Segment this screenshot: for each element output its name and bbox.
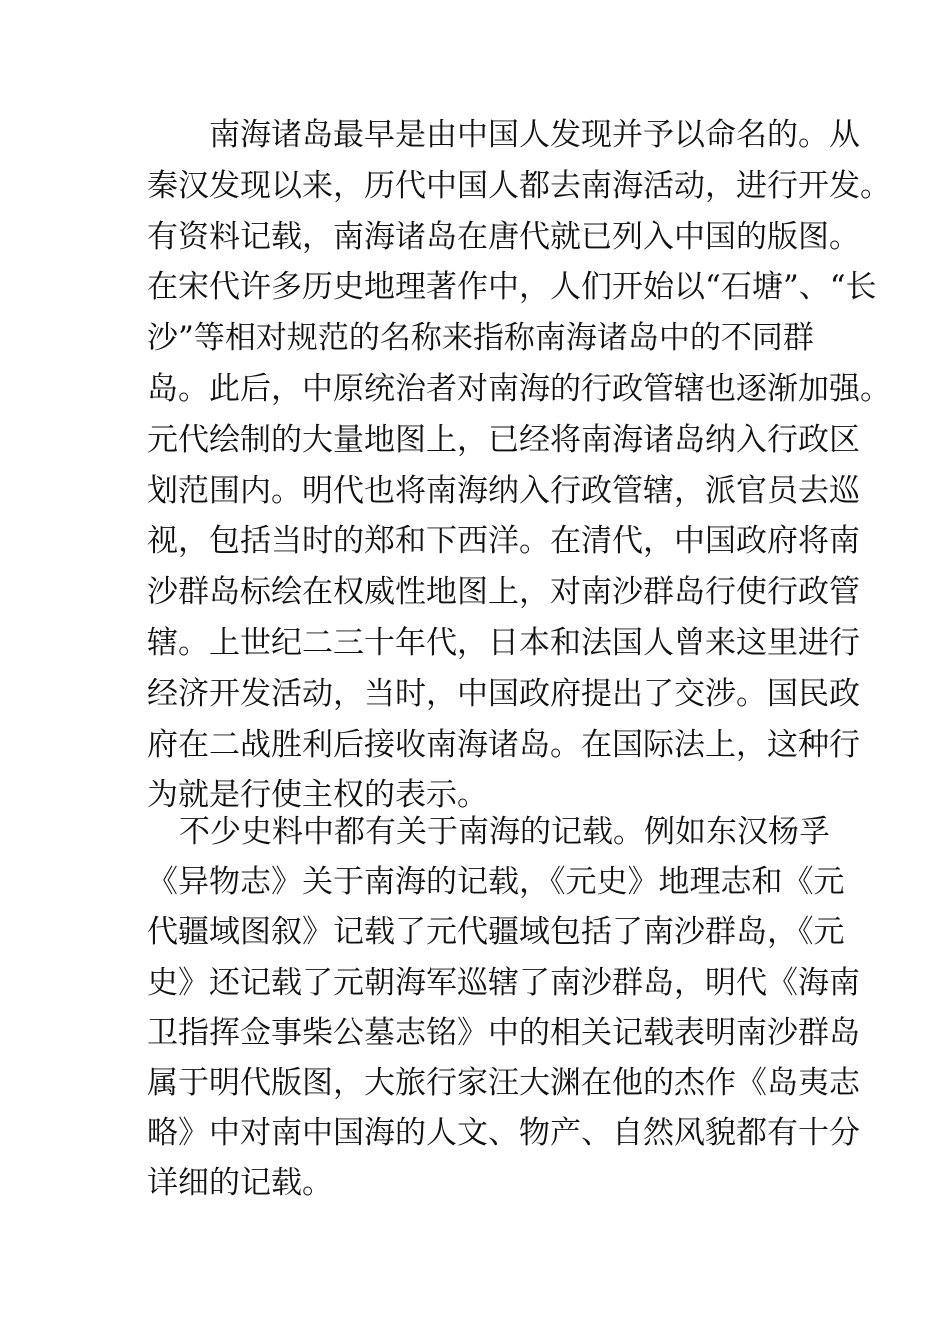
text-line: 岛。此后，中原统治者对南海的行政管辖也逐渐加强。 (147, 370, 891, 407)
text-line: 秦汉发现以来，历代中国人都去南海活动，进行开发。 (147, 167, 891, 204)
text-line: 史》还记载了元朝海军巡辖了南沙群岛，明代《海南 (147, 964, 860, 1001)
text-line: 卫指挥佥事柴公墓志铭》中的相关记载表明南沙群岛 (147, 1014, 860, 1051)
text-line: 经济开发活动，当时，中国政府提出了交涉。国民政 (147, 675, 860, 712)
paragraph-1 (147, 110, 891, 821)
text-line: 《异物志》关于南海的记载，《元史》地理志和《元 (147, 864, 845, 901)
text-line: 划范围内。明代也将南海纳入行政管辖，派官员去巡 (147, 472, 860, 509)
text-line: 有资料记载，南海诸岛在唐代就已列入中国的版图。 (147, 218, 860, 255)
text-line: 详细的记载。 (147, 1165, 333, 1202)
text-line: 不少史料中都有关于南海的记载。例如东汉杨孚 (179, 814, 830, 850)
text-line: 辖。上世纪二三十年代，日本和法国人曾来这里进行 (147, 624, 860, 661)
text-line: 南海诸岛最早是由中国人发现并予以命名的。从 (209, 117, 860, 153)
text-line: 视，包括当时的郑和下西洋。在清代，中国政府将南 (147, 523, 860, 560)
text-line: 元代绘制的大量地图上，已经将南海诸岛纳入行政区 (147, 421, 860, 458)
text-line: 府在二战胜利后接收南海诸岛。在国际法上，这种行 (147, 726, 860, 763)
text-line: 沙”等相对规范的名称来指称南海诸岛中的不同群 (147, 320, 814, 357)
paragraph-2 (147, 807, 860, 1209)
text-line: 为就是行使主权的表示。 (147, 777, 488, 814)
text-line: 略》中对南中国海的人文、物产、自然风貌都有十分 (147, 1115, 860, 1152)
text-line: 沙群岛标绘在权威性地图上，对南沙群岛行使行政管 (147, 574, 860, 611)
text-line: 代疆域图叙》记载了元代疆域包括了南沙群岛，《元 (147, 914, 845, 951)
text-line: 属于明代版图，大旅行家汪大渊在他的杰作《岛夷志 (147, 1064, 860, 1101)
text-line: 在宋代许多历史地理著作中，人们开始以“石塘”、“长 (147, 269, 877, 306)
